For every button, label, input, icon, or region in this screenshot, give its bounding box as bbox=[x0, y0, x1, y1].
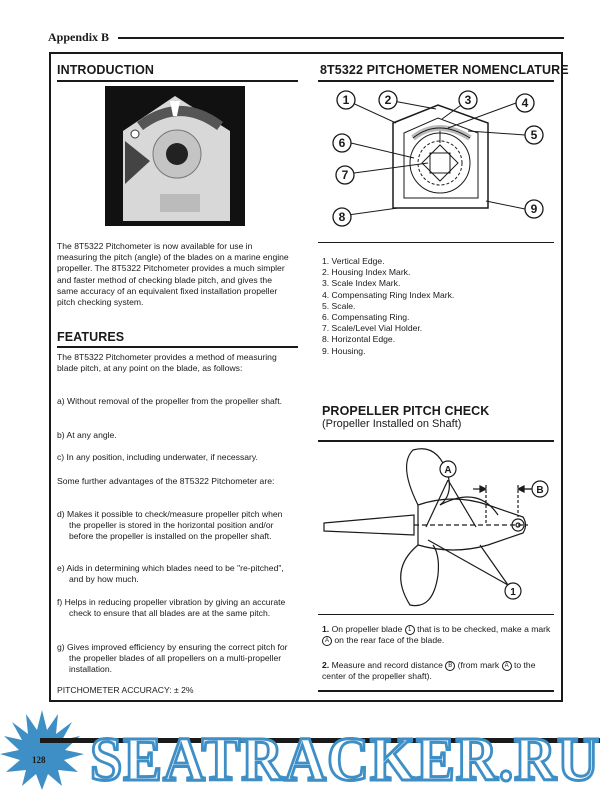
nomenclature-item: 4. Compensating Ring Index Mark. bbox=[322, 289, 455, 300]
nomenclature-item: 9. Housing. bbox=[322, 345, 366, 356]
check-title: PROPELLER PITCH CHECK bbox=[322, 404, 490, 418]
callout-6 bbox=[333, 134, 351, 152]
circled-a2: A bbox=[502, 661, 512, 671]
feature-c: c) In any position, including underwater, if necessary. bbox=[57, 452, 258, 462]
nomenclature-item: 5. Scale. bbox=[322, 300, 356, 311]
callout-b bbox=[532, 481, 548, 497]
advantage-e: e) Aids in determining which blades need to be "re-pitched", and by how much. bbox=[57, 563, 284, 585]
intro-text: The 8T5322 Pitchometer is now available for use in measuring the pitch (angle) of the blades on a marine engine propeller. The 8T5322 Pitchometer provides a much simpler and faster method of checking blade pitch, and gives the same accuracy of an equivalent fixed installation propeller pitch checking system. bbox=[57, 241, 289, 308]
check-rule bbox=[318, 440, 554, 442]
step-1: 1. On propeller blade 1 that is to be checked, make a mark A on the rear face of the blade. bbox=[322, 624, 551, 646]
nomenclature-item: 6. Compensating Ring. bbox=[322, 312, 410, 323]
callout-5 bbox=[525, 126, 543, 144]
accuracy-note: PITCHOMETER ACCURACY: ± 2% bbox=[57, 685, 194, 695]
nomenclature-rule bbox=[318, 80, 554, 82]
svg-text:6: 6 bbox=[338, 136, 346, 150]
nomenclature-item: 7. Scale/Level Vial Holder. bbox=[322, 323, 423, 334]
header-rule bbox=[118, 37, 564, 39]
appendix-heading: Appendix B bbox=[48, 30, 110, 44]
advantage-d: d) Makes it possible to check/measure propeller pitch when the propeller is stored in the horizontal position and/or before the propeller is installed on the propeller shaft. bbox=[57, 509, 283, 542]
nomenclature-item: 3. Scale Index Mark. bbox=[322, 278, 401, 289]
advantages-intro: Some further advantages of the 8T5322 Pitchometer are: bbox=[57, 476, 275, 486]
feature-b: b) At any angle. bbox=[57, 430, 117, 440]
advantage-f: f) Helps in reducing propeller vibration by giving an accurate check to ensure that all blades are at the same pitch. bbox=[57, 597, 286, 619]
prop-rule bbox=[318, 614, 554, 615]
svg-text:1: 1 bbox=[510, 587, 516, 598]
watermark-text: SEATRACKER.RU bbox=[90, 726, 600, 792]
intro-rule bbox=[57, 80, 298, 82]
svg-text:B: B bbox=[536, 485, 544, 496]
callout-one bbox=[505, 583, 521, 599]
nomenclature-item: 8. Horizontal Edge. bbox=[322, 334, 396, 345]
advantage-g: g) Gives improved efficiency by ensuring the correct pitch for the propeller blades of all propellers on a multi-propeller installation. bbox=[57, 642, 288, 675]
nomenclature-item: 1. Vertical Edge. bbox=[322, 256, 385, 266]
svg-text:9: 9 bbox=[530, 202, 538, 216]
nomenclature-list bbox=[322, 256, 552, 357]
seatracker-watermark bbox=[0, 700, 612, 792]
svg-text:A: A bbox=[444, 465, 452, 476]
step-rule bbox=[318, 690, 554, 692]
check-subtitle: (Propeller Installed on Shaft) bbox=[322, 418, 462, 430]
callout-7 bbox=[336, 166, 354, 184]
callout-9 bbox=[525, 200, 543, 218]
pitchometer-photo bbox=[105, 86, 245, 226]
callout-1 bbox=[337, 91, 355, 109]
circled-b: B bbox=[445, 661, 455, 671]
callout-a bbox=[440, 461, 456, 477]
page-number: 128 bbox=[32, 755, 46, 765]
callout-8 bbox=[333, 208, 351, 226]
nomenclature-item: 2. Housing Index Mark. bbox=[322, 267, 411, 278]
svg-text:5: 5 bbox=[530, 128, 538, 142]
svg-text:8: 8 bbox=[338, 210, 346, 224]
svg-text:1: 1 bbox=[342, 93, 350, 107]
propeller-diagram bbox=[318, 445, 550, 610]
step-2: 2. Measure and record distance B (from mark A to the center of the propeller shaft). bbox=[322, 660, 536, 682]
pitchometer-diagram bbox=[318, 83, 550, 233]
features-title: FEATURES bbox=[57, 330, 125, 344]
nomenclature-title: 8T5322 PITCHOMETER NOMENCLATURE bbox=[320, 63, 569, 77]
intro-title: INTRODUCTION bbox=[57, 63, 155, 77]
circled-1: 1 bbox=[405, 625, 415, 635]
callout-3 bbox=[459, 91, 477, 109]
svg-text:3: 3 bbox=[464, 93, 472, 107]
feature-a: a) Without removal of the propeller from the propeller shaft. bbox=[57, 396, 282, 406]
features-intro: The 8T5322 Pitchometer provides a method of measuring blade pitch, at any point on the blade, as follows: bbox=[57, 352, 277, 374]
circled-a: A bbox=[322, 636, 332, 646]
svg-text:7: 7 bbox=[341, 168, 349, 182]
callout-2 bbox=[379, 91, 397, 109]
features-rule bbox=[57, 346, 298, 348]
callout-4 bbox=[516, 94, 534, 112]
diagram-rule bbox=[318, 242, 554, 243]
svg-text:2: 2 bbox=[384, 93, 392, 107]
svg-text:4: 4 bbox=[521, 96, 529, 110]
